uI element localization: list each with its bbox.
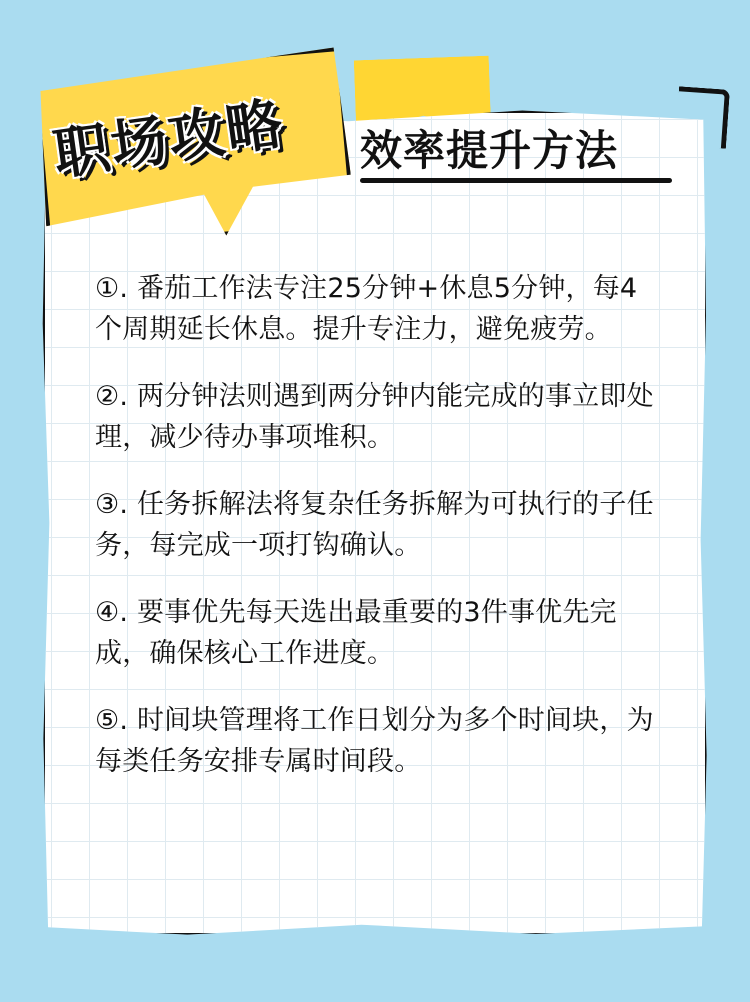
list-item: ⑤. 时间块管理将工作日划分为多个时间块，为每类任务安排专属时间段。 (95, 705, 654, 778)
tips-list (95, 268, 660, 782)
list-item: ①. 番茄工作法专注25分钟+休息5分钟，每4个周期延长休息。提升专注力，避免疲劳。 (95, 273, 638, 346)
page-title (360, 128, 690, 183)
list-item: ②. 两分钟法则遇到两分钟内能完成的事立即处理，减少待办事项堆积。 (95, 381, 654, 454)
list-item: ④. 要事优先每天选出最重要的3件事优先完成，确保核心工作进度。 (95, 597, 617, 670)
list-item: ③. 任务拆解法将复杂任务拆解为可执行的子任务，每完成一项打钩确认。 (95, 489, 654, 562)
title-underline (360, 178, 672, 183)
page-title-text: 效率提升方法 (360, 126, 619, 175)
category-badge-label: 职场攻略 (49, 91, 289, 189)
